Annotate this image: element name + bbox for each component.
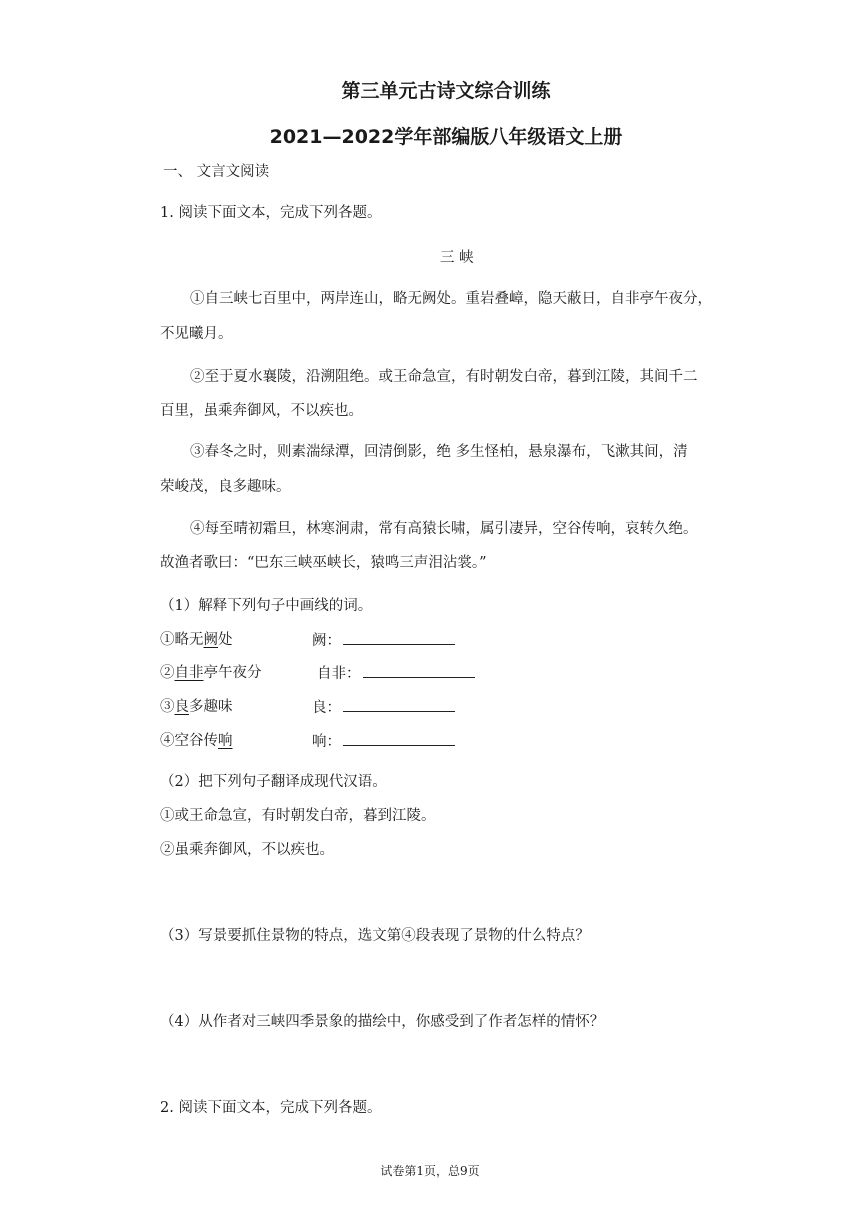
word-item: ③良多趣味: [160, 699, 233, 715]
answer-blank[interactable]: [363, 663, 475, 678]
word-answer: 阙：: [312, 630, 455, 651]
sub3-prompt: （3）写景要抓住景物的特点，选文第④段表现了景物的什么特点？: [160, 928, 590, 944]
passage-p2-line2: 百里，虽乘奔御风，不以疾也。: [160, 403, 363, 419]
page-subtitle: 2021—2022学年部编版八年级语文上册: [269, 126, 623, 148]
passage-p3-line2: 荣峻茂，良多趣味。: [160, 479, 291, 495]
passage-p3-line1: ③春冬之时，则素湍绿潭，回清倒影，绝 多生怪柏，悬泉瀑布，飞漱其间，清: [190, 444, 688, 460]
answer-blank[interactable]: [343, 731, 455, 746]
word-item: ①略无阙处: [160, 632, 233, 648]
sub2-sentence-1: ①或王命急宣，有时朝发白帝，暮到江陵。: [160, 808, 436, 824]
answer-blank[interactable]: [343, 630, 455, 645]
q2-prompt: 2. 阅读下面文本，完成下列各题。: [160, 1100, 382, 1116]
passage-p4-line2: 故渔者歌曰：“巴东三峡巫峡长，猿鸣三声泪沾裳。”: [160, 555, 487, 571]
word-item: ④空谷传响: [160, 733, 233, 749]
section-heading: 一、 文言文阅读: [163, 164, 270, 180]
passage-p1-line2: 不见曦月。: [160, 326, 233, 342]
passage-p4-line1: ④每至晴初霜旦，林寒涧肃，常有高猿长啸，属引凄异，空谷传响，哀转久绝。: [190, 521, 698, 537]
answer-blank[interactable]: [343, 697, 455, 712]
page-footer: 试卷第1页，总9页: [380, 1164, 480, 1178]
word-answer: 良：: [312, 697, 455, 718]
q1-prompt: 1. 阅读下面文本，完成下列各题。: [160, 205, 382, 221]
passage-p2-line1: ②至于夏水襄陵，沿溯阻绝。或王命急宣，有时朝发白帝，暮到江陵，其间千二: [190, 369, 698, 385]
sub2-prompt: （2）把下列句子翻译成现代汉语。: [160, 774, 387, 790]
word-item: ②自非亭午夜分: [160, 665, 262, 681]
passage-title: 三 峡: [440, 250, 474, 266]
sub1-prompt: （1）解释下列句子中画线的词。: [160, 598, 373, 614]
word-answer: 自非：: [317, 663, 475, 684]
page-title: 第三单元古诗文综合训练: [341, 80, 551, 102]
passage-p1-line1: ①自三峡七百里中，两岸连山，略无阙处。重岩叠嶂，隐天蔽日，自非亭午夜分，: [190, 291, 712, 307]
sub4-prompt: （4）从作者对三峡四季景象的描绘中，你感受到了作者怎样的情怀？: [160, 1014, 605, 1030]
sub2-sentence-2: ②虽乘奔御风，不以疾也。: [160, 842, 334, 858]
word-answer: 响：: [312, 731, 455, 752]
